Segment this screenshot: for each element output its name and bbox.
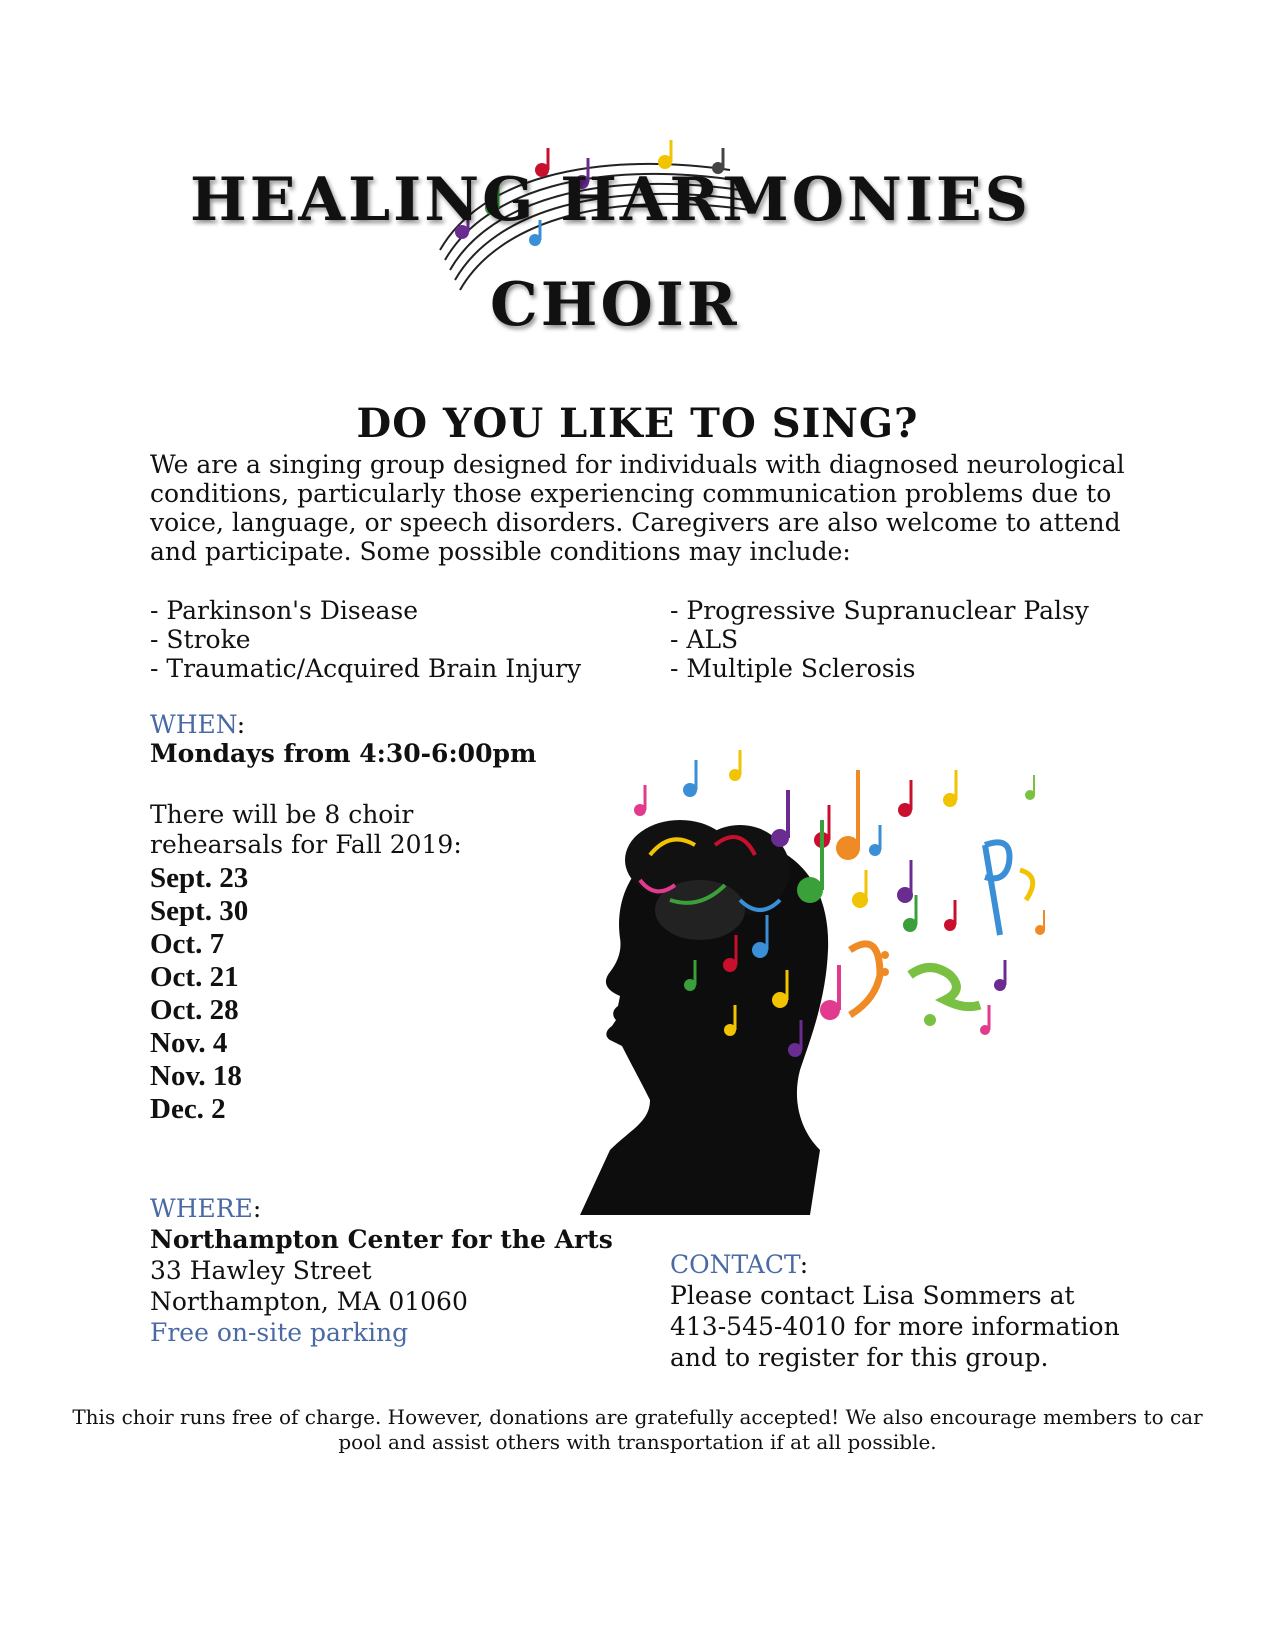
rehearsal-date: Oct. 21 [150,961,239,993]
where-label: WHERE [150,1194,253,1223]
when-heading [150,710,245,739]
footer-note: This choir runs free of charge. However, donations are gratefully accepted! We also encourage members to car pool and assist others with transportation if at all possible. [72,1405,1203,1454]
venue-address [150,1224,613,1348]
parking-note: Free on-site parking [150,1318,409,1347]
when-label: WHEN [150,710,237,739]
condition-item: - Multiple Sclerosis [670,654,916,683]
rehearsal-date: Nov. 18 [150,1060,242,1092]
when-colon: : [236,710,246,739]
contact-label: CONTACT [670,1250,800,1279]
where-colon: : [252,1194,262,1223]
logo-title-line-1: HEALING HARMONIES [190,165,1031,235]
conditions-list-left [150,596,630,683]
condition-item: - Parkinson's Disease [150,596,419,625]
meeting-time: Mondays from 4:30-6:00pm [150,739,537,768]
condition-item: - Progressive Supranuclear Palsy [670,596,1089,625]
rehearsal-date: Oct. 28 [150,994,239,1026]
conditions-list-right [670,596,1150,683]
condition-item: - Stroke [150,625,251,654]
intro-paragraph: We are a singing group designed for individuals with diagnosed neurological conditions, particularly those experiencing communication problems due to voice, language, or speech disorders. Caregivers are also welcome to attend and participate. Some possible conditions may include: [150,450,1125,566]
rehearsal-date: Sept. 30 [150,895,249,927]
head-silhouette-music-notes-icon [530,750,1090,1215]
logo-title-line-2: CHOIR [490,270,740,340]
rehearsal-date: Dec. 2 [150,1093,226,1125]
choir-logo [170,140,1100,360]
rehearsal-dates-list [150,862,248,1126]
rehearsal-date: Sept. 23 [150,862,249,894]
contact-heading [670,1250,808,1279]
where-heading [150,1194,261,1223]
contact-colon: : [799,1250,809,1279]
rehearsal-date: Nov. 4 [150,1027,228,1059]
condition-item: - Traumatic/Acquired Brain Injury [150,654,582,683]
venue-name: Northampton Center for the Arts [150,1225,613,1254]
contact-text: Please contact Lisa Sommers at 413-545-4010 for more information and to register for this group. [670,1281,1120,1372]
condition-item: - ALS [670,625,739,654]
venue-street: 33 Hawley Street [150,1256,372,1285]
venue-city: Northampton, MA 01060 [150,1287,468,1316]
rehearsal-note: There will be 8 choir rehearsals for Fall 2019: [150,800,462,859]
headline: DO YOU LIKE TO SING? [356,400,919,447]
rehearsal-date: Oct. 7 [150,928,225,960]
